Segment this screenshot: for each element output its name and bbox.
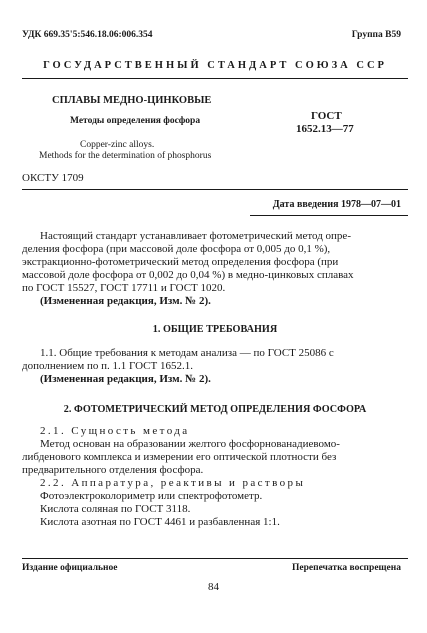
- english-title-line2: Methods for the determination of phosphorus: [39, 151, 212, 161]
- clause-2-1-line: Метод основан на образовании желтого фосфорнованадиевомо-: [40, 438, 340, 450]
- intro-revision-note: (Измененная редакция, Изм. № 2).: [40, 295, 211, 307]
- official-edition-label: Издание официальное: [22, 563, 118, 573]
- group-code: Группа В59: [351, 30, 401, 40]
- clause-2-2-item: Кислота соляная по ГОСТ 3118.: [40, 503, 191, 515]
- section1-line: 1.1. Общие требования к методам анализа — по ГОСТ 25086 с: [40, 347, 334, 359]
- section1-heading: 1. ОБЩИЕ ТРЕБОВАНИЯ: [152, 324, 278, 335]
- date-rule: [250, 215, 408, 216]
- intro-line: массовой доле фосфора от 0,002 до 0,04 %) в медно-цинковых сплавах: [22, 269, 354, 281]
- document-title: СПЛАВЫ МЕДНО-ЦИНКОВЫЕ: [52, 95, 212, 106]
- okstu-code: ОКСТУ 1709: [22, 172, 84, 184]
- clause-2-1-line: предварительного отделения фосфора.: [22, 464, 204, 476]
- clause-2-1-label: 2.1. Сущность метода: [40, 425, 190, 437]
- english-title-line1: Copper-zinc alloys.: [80, 140, 155, 150]
- title-rule: [22, 189, 408, 190]
- gost-label: ГОСТ: [311, 110, 342, 122]
- clause-2-2-item: Фотоэлектроколориметр или спектрофотометр.: [40, 490, 263, 502]
- reprint-prohibited-label: Перепечатка воспрещена: [291, 563, 401, 573]
- page-number: 84: [208, 581, 219, 593]
- clause-2-1-line: либденового комплекса и измерении его оптической плотности без: [22, 451, 337, 463]
- intro-date: Дата введения 1978—07—01: [272, 199, 401, 210]
- intro-line: экстракционно-фотометрический метод определения фосфора (при: [22, 256, 339, 268]
- intro-line: Настоящий стандарт устанавливает фотометрический метод опре-: [40, 230, 351, 242]
- standard-banner: ГОСУДАРСТВЕННЫЙ СТАНДАРТ СОЮЗА ССР: [43, 60, 387, 71]
- intro-line: деления фосфора (при массовой доле фосфора от 0,005 до 0,1 %),: [22, 243, 331, 255]
- gost-number: 1652.13—77: [296, 123, 354, 135]
- section2-paragraphs: [22, 425, 340, 529]
- intro-paragraph: [22, 230, 408, 308]
- clause-2-2-item: Кислота азотная по ГОСТ 4461 и разбавленная 1:1.: [40, 516, 280, 528]
- document-subtitle: Методы определения фосфора: [70, 116, 201, 126]
- section1-line: дополнением по п. 1.1 ГОСТ 1652.1.: [22, 360, 193, 372]
- udk-code: УДК 669.35'5:546.18.06:006.354: [22, 30, 153, 40]
- section2-heading: 2. ФОТОМЕТРИЧЕСКИЙ МЕТОД ОПРЕДЕЛЕНИЯ ФОСФОРА: [63, 404, 367, 415]
- footer-rule: [22, 558, 408, 559]
- clause-2-2-label: 2.2. Аппаратура, реактивы и растворы: [40, 477, 306, 489]
- section1-paragraph: [22, 347, 334, 386]
- section1-revision-note: (Измененная редакция, Изм. № 2).: [40, 373, 211, 385]
- top-rule: [22, 78, 408, 79]
- intro-line: по ГОСТ 15527, ГОСТ 17711 и ГОСТ 1020.: [22, 282, 226, 294]
